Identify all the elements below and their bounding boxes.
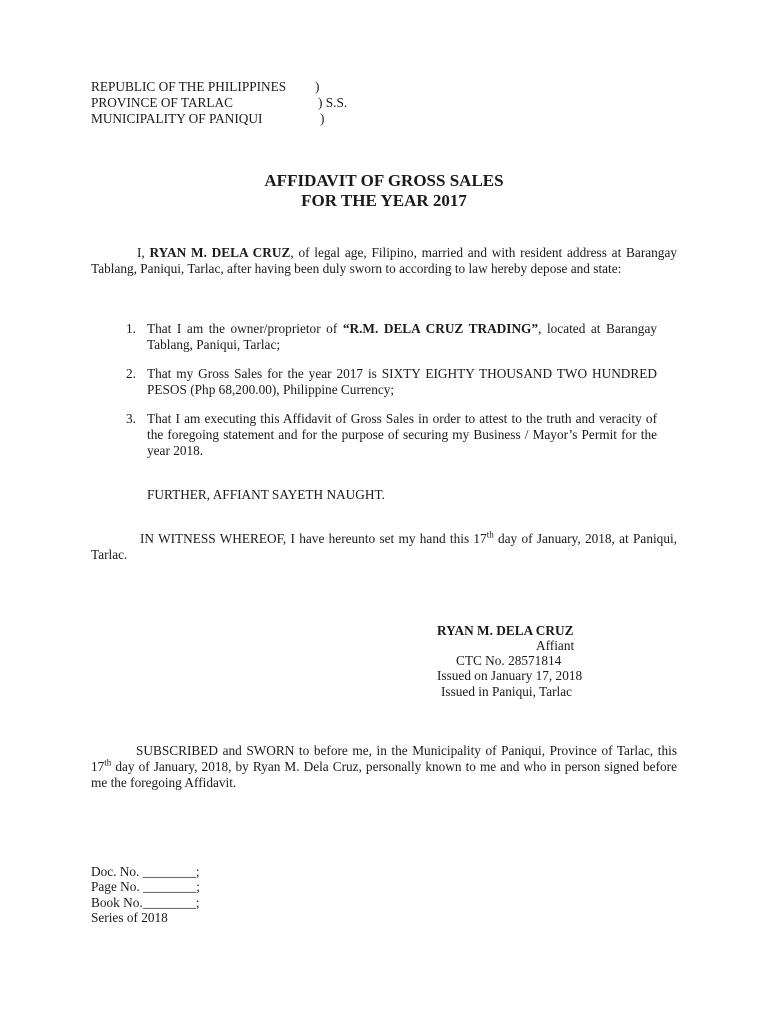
item-text-post: , located at Barangay Tablang, Paniqui, Tarlac; [147, 321, 658, 352]
further-statement: FURTHER, AFFIANT SAYETH NAUGHT. [147, 487, 385, 502]
page-number: Page No. ________; [91, 879, 200, 894]
item-text: That my Gross Sales for the year 2017 is SIXTY EIGHTY THOUSAND TWO HUNDRED PESOS (Php 68,200.00), Philippine Currency; [147, 366, 657, 397]
jurat-text-post: day of January, 2018, by Ryan M. Dela Cruz, personally known to me and who in person signed before me the foregoing Affidavit. [91, 759, 677, 790]
venue-ss: ) S.S. [318, 95, 348, 110]
ctc-number: CTC No. 28571814 [456, 653, 562, 668]
series-year: Series of 2018 [91, 910, 168, 925]
jurat-paragraph [91, 743, 677, 791]
intro-prefix: I, [137, 245, 150, 260]
affiant-label: Affiant [536, 638, 575, 653]
affiant-name-intro: RYAN M. DELA CRUZ [149, 245, 291, 260]
intro-paragraph [91, 245, 677, 277]
item-text: That I am executing this Affidavit of Gross Sales in order to attest to the truth and veracity of the foregoing statement and for the purpose of securing my Business / Mayor’s Permit for the year 2018. [147, 411, 657, 458]
witness-paragraph [91, 531, 677, 563]
venue-paren-1: ) [315, 79, 320, 94]
item-text [147, 321, 657, 353]
jurat-text-pre: SUBSCRIBED and SWORN to before me, in the Municipality of Paniqui, Province of Tarlac, this 17 [91, 743, 677, 774]
ctc-issued-in: Issued in Paniqui, Tarlac [441, 684, 573, 699]
item-number: 2. [126, 366, 136, 381]
ctc-issued-on: Issued on January 17, 2018 [437, 668, 583, 683]
venue-paren-3: ) [320, 111, 325, 126]
item-number: 1. [126, 321, 136, 336]
document-title: AFFIDAVIT OF GROSS SALES [264, 171, 504, 190]
witness-text-post: day of January, 2018, at Paniqui, Tarlac. [91, 531, 677, 562]
venue-republic: REPUBLIC OF THE PHILIPPINES [91, 79, 287, 94]
witness-text-pre: IN WITNESS WHEREOF, I have hereunto set my hand this 17 [140, 531, 487, 546]
venue-municipality: MUNICIPALITY OF PANIQUI [91, 111, 263, 126]
book-number: Book No.________; [91, 895, 200, 910]
item-number: 3. [126, 411, 136, 426]
item-text-pre: That I am the owner/proprietor of [147, 321, 343, 336]
business-name: “R.M. DELA CRUZ TRADING” [342, 321, 539, 336]
witness-superscript: th [486, 529, 494, 540]
doc-number: Doc. No. ________; [91, 864, 200, 879]
venue-province: PROVINCE OF TARLAC [91, 95, 234, 110]
document-subtitle: FOR THE YEAR 2017 [301, 191, 467, 210]
jurat-superscript: th [104, 757, 112, 768]
affiant-name: RYAN M. DELA CRUZ [437, 623, 574, 638]
intro-text: , of legal age, Filipino, married and with resident address at Barangay Tablang, Paniqui, Tarlac, after having been duly sworn to according to law hereby depose and state: [91, 245, 677, 276]
